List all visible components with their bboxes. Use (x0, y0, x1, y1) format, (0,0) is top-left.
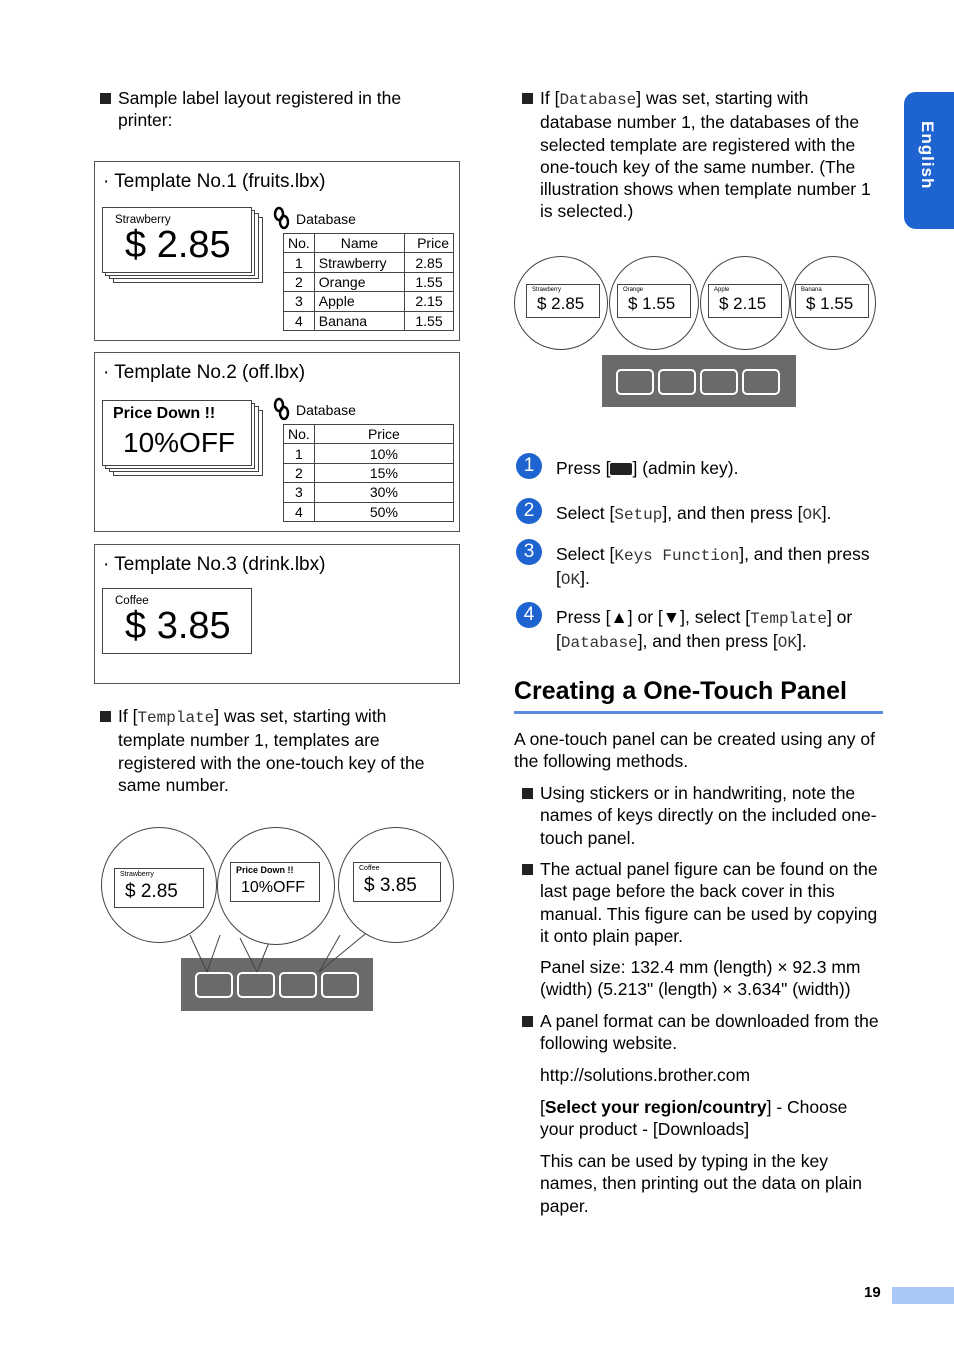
zoom-circle: Banana $ 1.55 (790, 256, 876, 350)
step-3-text: Select [Keys Function], and then press [OK]. (556, 544, 870, 590)
one-touch-panel (602, 355, 796, 407)
template-1-panel (94, 161, 460, 341)
one-touch-key[interactable] (742, 369, 780, 395)
zoom-circle: Coffee $ 3.85 (338, 827, 454, 943)
page-tab-bar (892, 1287, 954, 1304)
table-row: 3 Apple 2.15 (284, 292, 454, 311)
bullet-marker (522, 93, 533, 104)
template-2-title: · Template No.2 (off.lbx) (103, 362, 306, 383)
template-1-title: · Template No.1 (fruits.lbx) (103, 171, 326, 192)
zoom-circle: Strawberry $ 2.85 (101, 827, 217, 943)
admin-key-icon (610, 463, 632, 475)
page-number: 19 (864, 1284, 881, 1301)
method-3-text: A panel format can be downloaded from the following website. (540, 1011, 879, 1054)
link-icon (273, 206, 291, 230)
label-preview: Price Down !! 10%OFF (102, 400, 252, 466)
bullet-marker (100, 93, 111, 104)
database-paragraph: If [Database] was set, starting with database number 1, the databases of the selected template are registered with the one-touch key of the same number. (The illustration shows when template number 1 is selected.) (540, 88, 871, 222)
zoom-circle: Strawberry $ 2.85 (514, 256, 608, 350)
table-row: 3 30% (284, 483, 454, 502)
table-row: 1 10% (284, 444, 454, 463)
download-path-text: [Select your region/country] - Choose your product - [Downloads] (540, 1097, 848, 1140)
website-url[interactable]: http://solutions.brother.com (540, 1065, 751, 1085)
table-row: 4 Banana 1.55 (284, 311, 454, 330)
template-3-title: · Template No.3 (drink.lbx) (103, 554, 326, 575)
bullet-marker (522, 1016, 533, 1027)
database-table: No. Price 1 10% 2 15% 3 30% 4 50% (283, 424, 454, 522)
table-row: 1 Strawberry 2.85 (284, 253, 454, 272)
template-paragraph: If [Template] was set, starting with template number 1, templates are registered with the one-touch key of the same number. (118, 706, 425, 795)
section-heading: Creating a One-Touch Panel (514, 677, 847, 705)
template-3-panel (94, 544, 460, 684)
table-row: 2 15% (284, 463, 454, 482)
one-touch-key[interactable] (658, 369, 696, 395)
closing-paragraph: This can be used by typing in the key names, then printing out the data on plain paper. (540, 1151, 863, 1216)
bullet-marker (522, 864, 533, 875)
method-2-text: The actual panel figure can be found on the last page before the back cover in this manual. This figure can be used by copying it onto plain paper. (540, 859, 878, 946)
table-row: 2 Orange 1.55 (284, 272, 454, 291)
database-label: Database (296, 402, 356, 418)
intro-paragraph: A one-touch panel can be created using any of the following methods. (514, 729, 875, 772)
step-1-text: Press [ ] (admin key). (556, 458, 739, 478)
step-1-marker: 1 (516, 453, 542, 479)
link-icon (273, 397, 291, 421)
step-2-marker: 2 (516, 498, 542, 524)
heading-rule (514, 711, 883, 714)
bullet-marker (522, 788, 533, 799)
zoom-circle: Price Down !! 10%OFF (217, 827, 335, 945)
database-label: Database (296, 211, 356, 227)
step-2-text: Select [Setup], and then press [OK]. (556, 503, 832, 524)
one-touch-key[interactable] (700, 369, 738, 395)
step-4-text: Press [▲] or [▼], select [Template] or [Database], and then press [OK]. (556, 607, 853, 653)
sample-layout-text: Sample label layout registered in the printer: (118, 88, 402, 131)
zoom-circle: Apple $ 2.15 (700, 256, 790, 350)
database-table: No. Name Price 1 Strawberry 2.85 2 Orange 1.55 3 Apple 2.15 4 Banana 1.55 (283, 233, 454, 331)
label-preview: Coffee $ 3.85 (102, 588, 252, 654)
method-1-text: Using stickers or in handwriting, note the names of keys directly on the included one-touch panel. (540, 783, 877, 848)
table-row: 4 50% (284, 502, 454, 521)
zoom-circle: Orange $ 1.55 (609, 256, 699, 350)
panel-size-text: Panel size: 132.4 mm (length) × 92.3 mm (width) (5.213" (length) × 3.634" (width)) (540, 957, 861, 1000)
language-tab-label: English (918, 121, 937, 190)
template-2-panel (94, 352, 460, 532)
bullet-marker (100, 711, 111, 722)
label-preview: Strawberry $ 2.85 (102, 207, 252, 273)
step-3-marker: 3 (516, 539, 542, 565)
one-touch-key[interactable] (616, 369, 654, 395)
step-4-marker: 4 (516, 602, 542, 628)
